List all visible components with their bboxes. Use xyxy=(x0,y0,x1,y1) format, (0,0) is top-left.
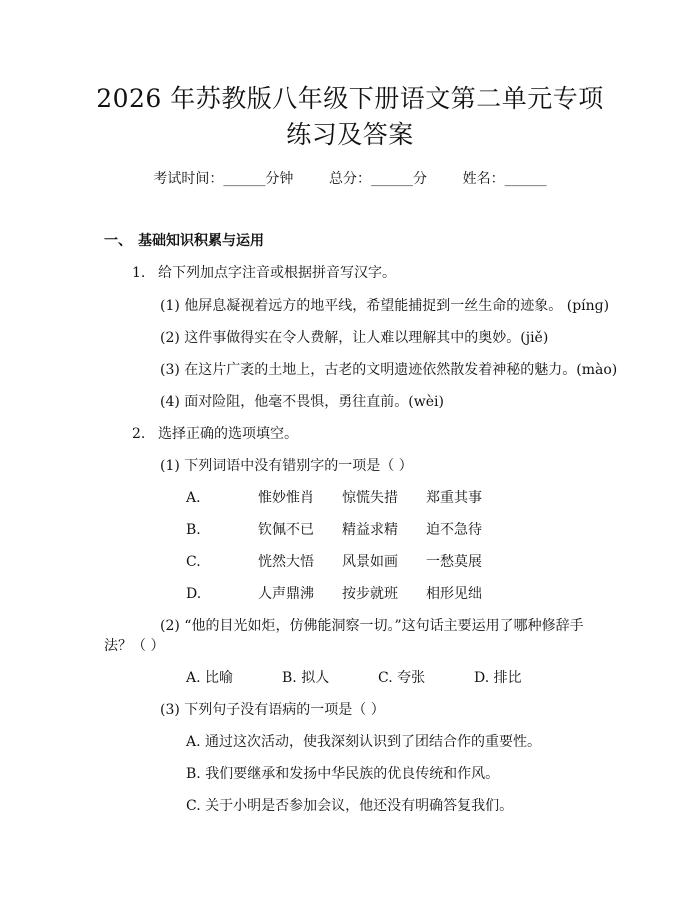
option-words: 惟妙惟肖 惊慌失措 郑重其事 xyxy=(258,490,482,506)
option-d: D. 排比 xyxy=(474,670,522,686)
option-label: A. xyxy=(186,490,201,506)
question-text: 给下列加点字注音或根据拼音写汉字。 xyxy=(158,265,396,281)
option-b: B. 拟人 xyxy=(282,670,330,686)
section-number: 一、 xyxy=(104,233,132,249)
option-a: A. 比喻 xyxy=(186,670,234,686)
option-label: C. xyxy=(186,554,201,570)
option-words: 钦佩不已 精益求精 迫不急待 xyxy=(258,522,482,538)
option-b xyxy=(186,521,482,539)
question-2 xyxy=(132,425,298,443)
exam-time-label: 考试时间：______分钟 xyxy=(153,171,294,187)
question-number: 2. xyxy=(132,426,146,442)
question-2-sub-2-stem-line1: (2) “他的目光如炬，仿佛能洞察一切。”这句话主要运用了哪种修辞手 xyxy=(160,618,584,634)
option-a: A. 通过这次活动，使我深刻认识到了团结合作的重要性。 xyxy=(186,734,542,750)
option-c: C. 关于小明是否参加会议，他还没有明确答复我们。 xyxy=(186,798,514,814)
option-a xyxy=(186,489,482,507)
question-1-item-2: (2) 这件事做得实在令人费解，让人难以理解其中的奥妙。(jiě) xyxy=(160,330,549,346)
question-number: 1. xyxy=(132,265,146,281)
exam-score-label: 总分：______分 xyxy=(329,171,427,187)
option-label: B. xyxy=(186,522,201,538)
section-heading xyxy=(104,232,264,250)
option-c xyxy=(186,553,482,571)
document-title-line1: 2026 年苏教版八年级下册语文第二单元专项 xyxy=(96,84,604,113)
question-text: 选择正确的选项填空。 xyxy=(158,426,298,442)
section-title: 基础知识积累与运用 xyxy=(138,233,264,249)
question-1 xyxy=(132,264,396,282)
option-c: C. 夸张 xyxy=(378,670,426,686)
exam-name-label: 姓名：______ xyxy=(462,171,547,187)
question-1-item-1: (1) 他屏息凝视着远方的地平线，希望能捕捉到一丝生命的迹象。 (pínɡ) xyxy=(160,298,610,314)
question-1-item-3: (3) 在这片广袤的土地上，古老的文明遗迹依然散发着神秘的魅力。(mào) xyxy=(160,362,618,378)
option-d xyxy=(186,585,482,603)
option-b: B. 我们要继承和发扬中华民族的优良传统和作风。 xyxy=(186,766,500,782)
option-label: D. xyxy=(186,586,202,602)
question-2-sub-2-stem-line2: 法？（ ） xyxy=(104,638,165,654)
question-2-sub-3-stem: (3) 下列句子没有语病的一项是（ ） xyxy=(160,702,385,718)
option-words: 人声鼎沸 按步就班 相形见绌 xyxy=(258,586,482,602)
exam-meta xyxy=(0,168,700,188)
question-1-item-4: (4) 面对险阻，他毫不畏惧，勇往直前。(wèi) xyxy=(160,394,444,410)
document-title-line2: 练习及答案 xyxy=(286,120,414,149)
question-2-sub-2-options xyxy=(186,669,570,687)
option-words: 恍然大悟 风景如画 一愁莫展 xyxy=(258,554,482,570)
question-2-sub-1-stem: (1) 下列词语中没有错别字的一项是（ ） xyxy=(160,458,413,474)
